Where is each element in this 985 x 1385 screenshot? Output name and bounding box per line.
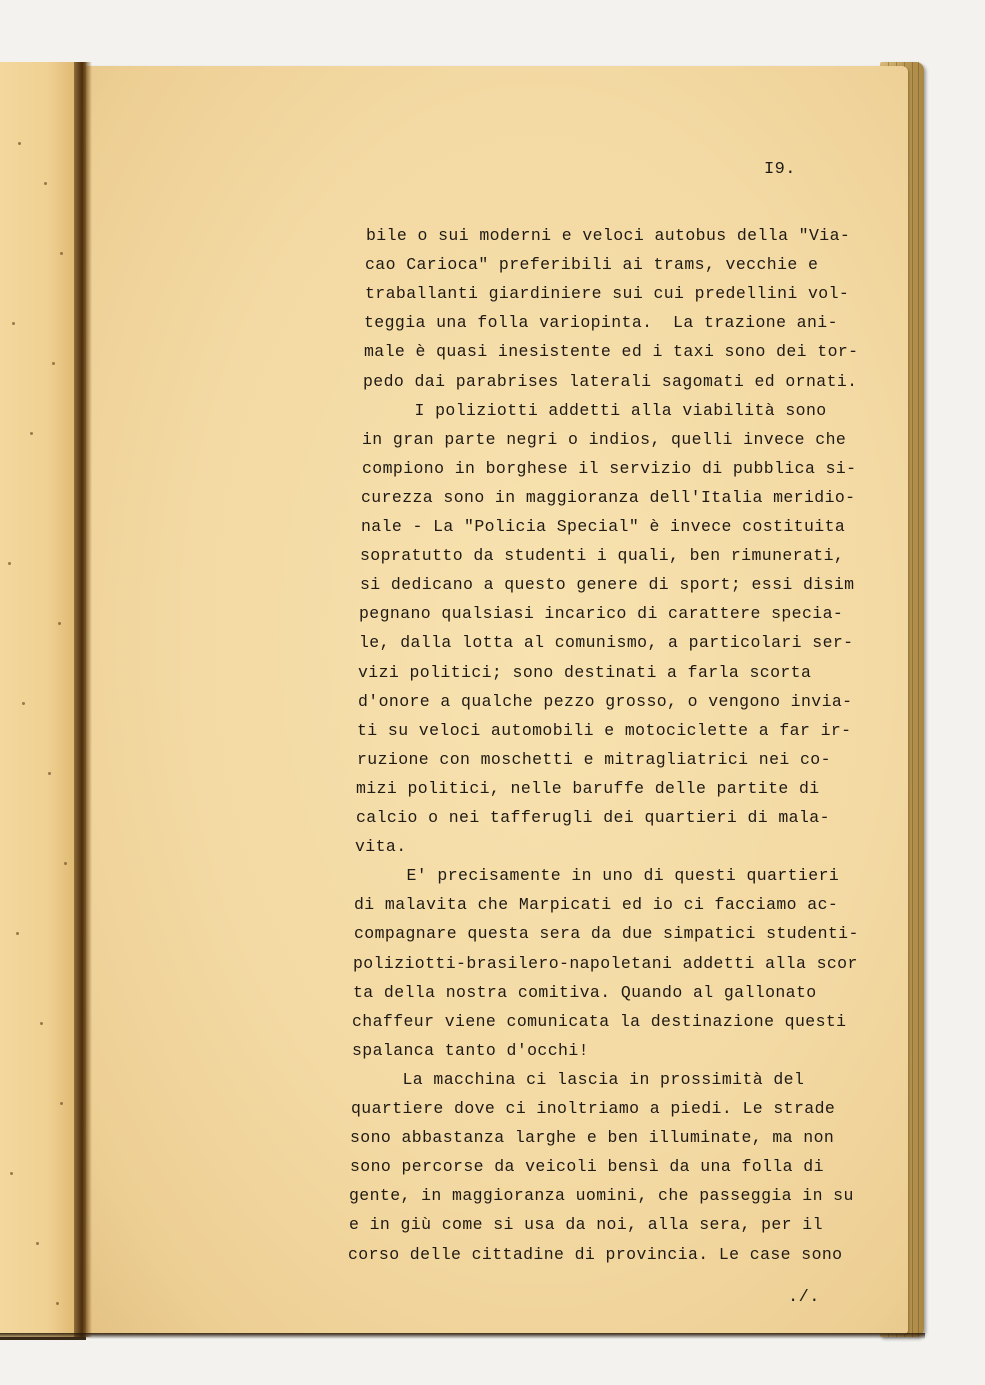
text-line: mizi politici, nelle baruffe delle partite di: [356, 779, 820, 798]
text-line: sono abbastanza larghe e ben illuminate, ma non: [350, 1128, 835, 1147]
text-line: e in giù come si usa da noi, alla sera, per il: [349, 1215, 823, 1234]
text-line: sopratutto da studenti i quali, ben rimunerati,: [360, 546, 845, 565]
text-line: calcio o nei tafferugli dei quartieri di mala-: [356, 808, 830, 827]
text-line: traballanti giardiniere sui cui predellini vol-: [365, 284, 850, 303]
page-bottom-shadow: [0, 1333, 925, 1339]
text-line: nale - La "Policia Special" è invece costituita: [361, 517, 846, 536]
text-line: E' precisamente in uno di questi quartieri: [355, 866, 840, 885]
page-number: I9.: [764, 160, 796, 179]
text-line: sono percorse da veicoli bensì da una folla di: [350, 1157, 824, 1176]
continuation-mark: ./.: [788, 1288, 820, 1307]
text-line: teggia una folla variopinta. La trazione ani-: [364, 313, 838, 332]
text-line: vita.: [355, 837, 407, 856]
text-line: male è quasi inesistente ed i taxi sono dei tor-: [364, 342, 859, 361]
text-line: ruzione con moschetti e mitragliatrici nei co-: [357, 750, 831, 769]
text-line: bile o sui moderni e veloci autobus della "Via-: [366, 226, 851, 245]
text-line: d'onore a qualche pezzo grosso, o vengono invia-: [358, 692, 853, 711]
text-line: La macchina ci lascia in prossimità del: [351, 1070, 805, 1089]
text-line: cao Carioca" preferibili ai trams, vecchie e: [365, 255, 819, 274]
text-line: spalanca tanto d'occhi!: [352, 1041, 589, 1060]
text-line: pegnano qualsiasi incarico di carattere specia-: [359, 604, 844, 623]
text-line: chaffeur viene comunicata la destinazione questi: [352, 1012, 847, 1031]
text-line: poliziotti-brasilero-napoletani addetti alla scor: [353, 954, 858, 973]
text-line: compagnare questa sera da due simpatici studenti-: [354, 924, 859, 943]
text-line: le, dalla lotta al comunismo, a particolari ser-: [359, 633, 854, 652]
book-gutter: [74, 62, 92, 1337]
text-line: gente, in maggioranza uomini, che passeggia in su: [349, 1186, 854, 1205]
text-line: ti su veloci automobili e motociclette a far ir-: [357, 721, 852, 740]
text-line: pedo dai parabrises laterali sagomati ed ornati.: [363, 372, 858, 391]
text-line: curezza sono in maggioranza dell'Italia meridio-: [361, 488, 856, 507]
text-line: quartiere dove ci inoltriamo a piedi. Le strade: [351, 1099, 836, 1118]
text-line: in gran parte negri o indios, quelli invece che: [362, 430, 847, 449]
text-line: ta della nostra comitiva. Quando al gallonato: [353, 983, 817, 1002]
text-line: si dedicano a questo genere di sport; essi disim: [360, 575, 855, 594]
text-line: vizi politici; sono destinati a farla scorta: [358, 663, 812, 682]
text-line: di malavita che Marpicati ed io ci facciamo ac-: [354, 895, 839, 914]
text-line: corso delle cittadine di provincia. Le case sono: [348, 1245, 843, 1264]
text-line: compiono in borghese il servizio di pubblica si-: [362, 459, 857, 478]
text-line: I poliziotti addetti alla viabilità sono: [363, 401, 827, 420]
